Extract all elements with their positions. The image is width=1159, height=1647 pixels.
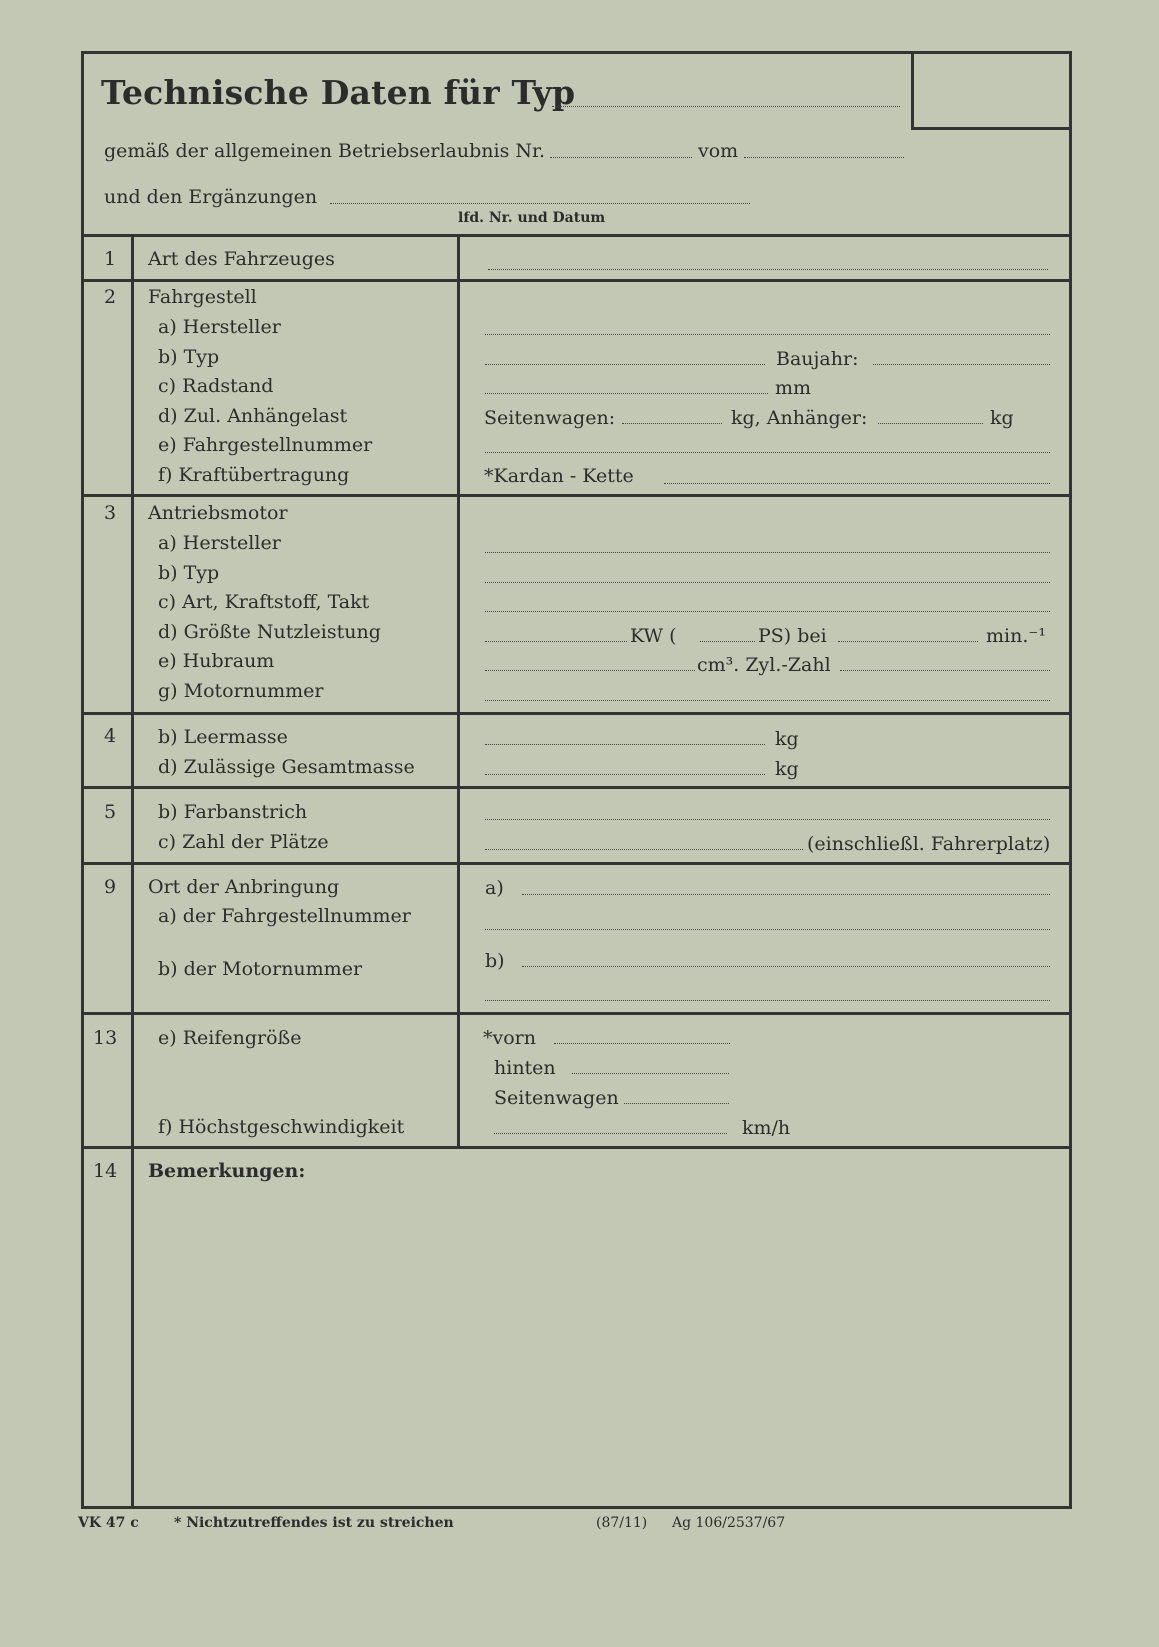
- item-label: f) Kraftübertragung: [158, 464, 350, 486]
- rear-tire-field[interactable]: [572, 1073, 729, 1074]
- section-number: 9: [104, 876, 117, 898]
- cylinder-count-field[interactable]: [840, 670, 1050, 671]
- kmh-unit: km/h: [742, 1117, 791, 1139]
- rpm-field[interactable]: [838, 641, 978, 642]
- corner-box-left: [911, 51, 914, 129]
- print-reference-1: (87/11): [596, 1515, 648, 1531]
- kg-unit: kg: [775, 758, 799, 780]
- row-divider: [81, 279, 1072, 282]
- gross-mass-field[interactable]: [485, 774, 765, 775]
- chassis-number-location-field[interactable]: [522, 894, 1050, 895]
- item-label: a) Hersteller: [158, 316, 281, 338]
- empty-mass-field[interactable]: [485, 744, 765, 745]
- item-label: d) Größte Nutzleistung: [158, 621, 381, 643]
- permit-label: gemäß der allgemeinen Betriebserlaubnis Nr.: [104, 140, 546, 162]
- section-number: 4: [104, 725, 117, 747]
- chassis-number-field[interactable]: [485, 452, 1050, 453]
- section-number: 13: [93, 1027, 118, 1049]
- front-tire-field[interactable]: [554, 1043, 730, 1044]
- value-column-divider: [457, 234, 460, 1146]
- wheelbase-field[interactable]: [485, 393, 768, 394]
- displacement-field[interactable]: [485, 670, 695, 671]
- paint-field[interactable]: [485, 819, 1050, 820]
- row-divider: [81, 862, 1072, 865]
- manufacturer-field[interactable]: [485, 334, 1050, 335]
- item-label: b) Farbanstrich: [158, 801, 308, 823]
- kg-anhaenger-label: kg, Anhänger:: [731, 407, 868, 429]
- number-column-divider: [131, 234, 134, 1509]
- section-number: 14: [93, 1160, 118, 1182]
- section-title: Ort der Anbringung: [148, 876, 340, 898]
- footnote: * Nichtzutreffendes ist zu streichen: [174, 1515, 454, 1531]
- engine-manufacturer-field[interactable]: [485, 552, 1050, 553]
- row-divider: [81, 494, 1072, 497]
- form-code: VK 47 c: [78, 1515, 139, 1531]
- item-label: e) Fahrgestellnummer: [158, 434, 373, 456]
- remarks-area[interactable]: [136, 1190, 1066, 1502]
- section-title: Antriebsmotor: [148, 502, 288, 524]
- field-a-label: a): [485, 877, 504, 899]
- seats-field[interactable]: [485, 849, 803, 850]
- ps-field[interactable]: [700, 641, 755, 642]
- type-field[interactable]: [552, 106, 900, 107]
- corner-box-bottom: [911, 127, 1071, 130]
- min-unit: min.⁻¹: [986, 625, 1047, 647]
- row-divider: [81, 786, 1072, 789]
- item-label: e) Hubraum: [158, 650, 275, 672]
- section-number: 1: [104, 248, 117, 270]
- item-label: d) Zulässige Gesamtmasse: [158, 756, 415, 778]
- supplements-sublabel: lfd. Nr. und Datum: [458, 210, 606, 226]
- frame-top: [81, 51, 1072, 54]
- baujahr-field[interactable]: [873, 364, 1050, 365]
- item-label: b) Typ: [158, 562, 220, 584]
- remarks-title: Bemerkungen:: [148, 1160, 306, 1182]
- item-label: c) Zahl der Plätze: [158, 831, 329, 853]
- frame-right: [1069, 51, 1072, 1509]
- max-speed-field[interactable]: [494, 1133, 727, 1134]
- front-tire-label: *vorn: [483, 1027, 536, 1049]
- item-label: f) Höchstgeschwindigkeit: [158, 1116, 405, 1138]
- kw-field[interactable]: [485, 641, 627, 642]
- row-divider: [81, 234, 1072, 237]
- fuel-type-field[interactable]: [485, 611, 1050, 612]
- permit-number-field[interactable]: [550, 157, 692, 158]
- engine-number-location-field-2[interactable]: [485, 1000, 1050, 1001]
- engine-number-location-field[interactable]: [522, 966, 1050, 967]
- item-label: g) Motornummer: [158, 680, 324, 702]
- item-label: a) der Fahrgestellnummer: [158, 905, 411, 927]
- item-label: c) Art, Kraftstoff, Takt: [158, 591, 370, 613]
- item-label: b) der Motornummer: [158, 958, 363, 980]
- item-label: d) Zul. Anhängelast: [158, 405, 348, 427]
- row-divider: [81, 1146, 1072, 1149]
- section-number: 2: [104, 286, 117, 308]
- sidecar-tire-label: Seitenwagen: [494, 1087, 619, 1109]
- vehicle-type-field[interactable]: [488, 269, 1048, 270]
- transmission-field[interactable]: [664, 483, 1050, 484]
- item-label: a) Hersteller: [158, 532, 281, 554]
- item-label: b) Leermasse: [158, 726, 288, 748]
- driver-seat-note: (einschließl. Fahrerplatz): [807, 833, 1051, 855]
- permit-date-field[interactable]: [744, 157, 904, 158]
- engine-number-field[interactable]: [485, 700, 1050, 701]
- row-divider: [81, 712, 1072, 715]
- frame-bottom: [81, 1506, 1072, 1509]
- sidecar-load-field[interactable]: [622, 423, 722, 424]
- item-label: c) Radstand: [158, 375, 274, 397]
- page-title: Technische Daten für Typ: [101, 73, 576, 112]
- supplements-field[interactable]: [330, 203, 750, 204]
- section-title: Fahrgestell: [148, 286, 257, 308]
- field-b-label: b): [485, 950, 505, 972]
- chassis-number-location-field-2[interactable]: [485, 929, 1050, 930]
- kg-unit: kg: [775, 728, 799, 750]
- engine-type-field[interactable]: [485, 582, 1050, 583]
- chassis-type-field[interactable]: [485, 364, 765, 365]
- mm-unit: mm: [775, 377, 812, 399]
- kg-unit: kg: [990, 407, 1014, 429]
- supplements-label: und den Ergänzungen: [104, 186, 318, 208]
- baujahr-label: Baujahr:: [776, 348, 859, 370]
- row-divider: [81, 1012, 1072, 1015]
- ps-label: PS) bei: [758, 625, 827, 647]
- trailer-load-field[interactable]: [878, 423, 983, 424]
- kw-label: KW (: [630, 625, 677, 647]
- rear-tire-label: hinten: [494, 1057, 556, 1079]
- print-reference-2: Ag 106/2537/67: [672, 1515, 786, 1531]
- item-label: b) Typ: [158, 346, 220, 368]
- section-title: Art des Fahrzeuges: [148, 248, 335, 270]
- section-number: 3: [104, 502, 117, 524]
- sidecar-tire-field[interactable]: [624, 1103, 729, 1104]
- seitenwagen-label: Seitenwagen:: [484, 407, 616, 429]
- vom-label: vom: [698, 140, 739, 162]
- frame-left: [81, 51, 84, 1509]
- item-label: e) Reifengröße: [158, 1027, 302, 1049]
- cm-zyl-label: cm³. Zyl.-Zahl: [697, 654, 831, 676]
- section-number: 5: [104, 801, 117, 823]
- kardan-label: *Kardan - Kette: [484, 465, 634, 487]
